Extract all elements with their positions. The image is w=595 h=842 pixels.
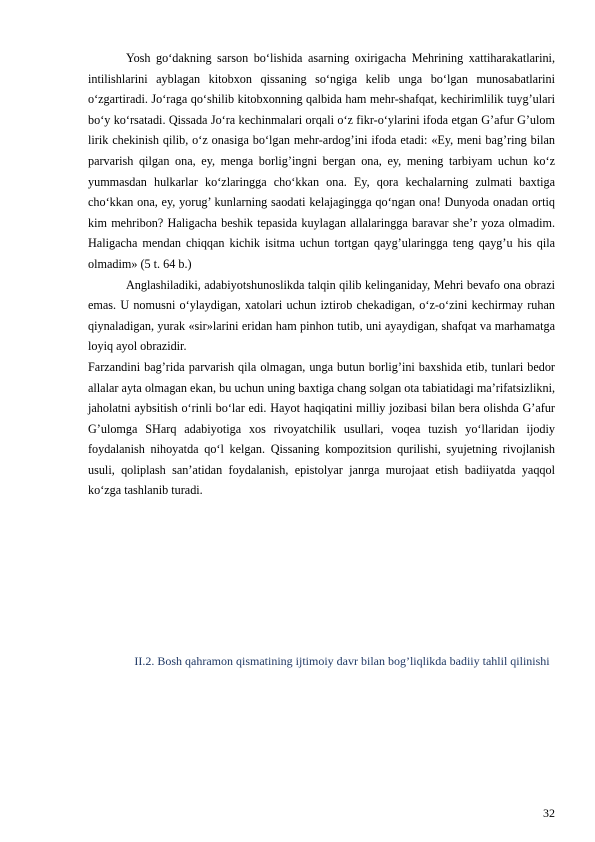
- body-text: [88, 48, 555, 501]
- paragraph-3: Farzandini bag’rida parvarish qila olmagan, unga butun borlig’ini baxshida etib, tunlari bedor allalar ayta olmagan ekan, bu uchun uning baxtiga chang solgan ota tabiatidagi ma’rifatsizlikni, jaholatni aybsitish o‘rinli bo‘lar edi. Hayot haqiqatini milliy jozibasi bilan bera olishda G’afur G’ulomga SHarq adabiyotiga xos rivoyatchilik usullari, voqea tuzish yo‘llaridan ijodiy foydalanish nihoyatda qo‘l kelgan. Qissaning kompozitsion qurilishi, syujetning rivojlanish usuli, qoliplash san’atidan foydalanish, epistolyar janrga murojaat etish badiiyatda yaqqol ko‘zga tashlanib turadi.: [88, 359, 555, 498]
- page-number: 32: [543, 806, 555, 820]
- paragraph-1: Yosh go‘dakning sarson bo‘lishida asarning oxirigacha Mehrining xattiharakatlarini, intilishlarini ayblagan kitobxon qissaning so‘ngiga kelib unga bo‘lgan munosabatlarini o‘zgartiradi. Jo‘raga qo‘shilib kitobxonning qalbida ham mehr-shafqat, kechirimlilik tuyg’ulari bo‘y ko‘rsatadi. Qissada Jo‘ra kechinmalari orqali o‘z fikr-o‘ylarini ifoda etgan G’afur G’ulom lirik chekinish qilib, o‘z onasiga bo‘lgan mehr-ardog’ini ifoda etadi: «Ey, meni bag’ring bilan parvarish qilgan ona, ey, menga borlig’ingni bergan ona, ey, mening tarbiyam uchun ko‘z yummasdan hulkarlar ko‘zlaringga cho‘kkan ona. Ey, qora kechalarning zulmati baxtiga cho‘kkan ona, ey, yorug’ kunlarning saodati kelajagingga qo‘ngan ona! Dunyoda onadan ortiq kim mehribon? Haligacha beshik tepasida kuylagan allalaringga baravar she’r yoza olmadim. Haligacha mendan chiqqan kichik isitma uchun tortgan qayg’ularingga teng qayg’u his qila olmadim» (5 t. 64 b.): [88, 51, 555, 271]
- paragraph-2: Anglashiladiki, adabiyotshunoslikda talqin qilib kelinganiday, Mehri bevafo ona obrazi emas. U nomusni o‘ylaydigan, xatolari uchun iztirob chekadigan, o‘z-o‘zini kechirmay ruhan qiynaladigan, yurak «sir»larini eridan ham pinhon tutib, uni ayaydigan, shafqat va marhamatga loyiq ayol obrazidir.: [88, 277, 555, 354]
- section-heading: II.2. Bosh qahramon qismatining ijtimoiy davr bilan bog’liqlikda badiiy tahlil qilinishi: [134, 654, 550, 668]
